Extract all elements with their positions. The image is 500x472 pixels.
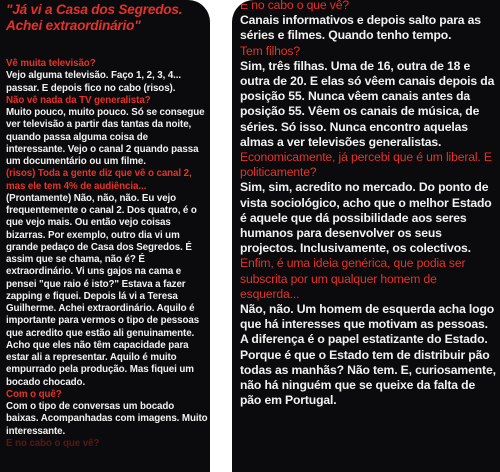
interview-question: Vê muita televisão? (6, 58, 96, 69)
right-interview-column (240, 0, 496, 408)
interview-answer: (Prontamente) Não, não, não. Eu vejo frequentemente o canal 2. Dos quatro, é o que vejo mais. Ou então vejo coisas bizarras. Por exemplo, outro dia vi um grande pedaço de Casa dos Segredos. É assim que se chama, não é? É extraordinário. Vi uns gajos na cama e pensei "que raio é isto?" Estava a fazer zapping e fiquei. Depois lá vi a Teresa Guilherme. Achei extraordinário. Aquilo é importante para vermos o tipo de pessoas que acredito que estão ali genuinamente. Acho que eles não têm capacidade para estar ali a representar. Aquilo é muito empurrado pela produção. Mas fiquei um bocado chocado. (6, 192, 200, 388)
left-interview-column (6, 58, 208, 450)
interview-answer: Não, não. Um homem de esquerda acha logo que há interesses que motivam as pessoas. A diferença é o papel estatizante do Estado. Porque é que o Estado tem de distribuir pão todas as manhãs? Não tem. E, curiosamente, não há ninguém que se queixe da falta de pão em Portugal. (240, 302, 496, 408)
right-article-panel (232, 0, 500, 472)
interview-answer: Sim, sim, acredito no mercado. Do ponto de vista sociológico, acho que o melhor Estado é aquele que dá possibilidade aos seres humanos para desenvolver os seus projectos. Inclusivamente, os colectivos. (240, 180, 492, 256)
interview-answer: Canais informativos e depois salto para as séries e filmes. Quando tenho tempo. (240, 13, 481, 43)
interview-question: E no cabo o que vê? (240, 0, 349, 12)
interview-answer: Muito pouco, muito pouco. Só se consegue ver televisão a partir das tantas da noite, quando passa alguma coisa de interessante. Vejo o canal 2 quando passa um documentário ou um filme. (6, 107, 205, 167)
interview-question: (risos) Toda a gente diz que vê o canal 2, mas ele tem 4% de audiência... (6, 168, 192, 192)
left-article-panel (0, 0, 210, 472)
interview-question: Não vê nada da TV generalista? (6, 94, 151, 106)
interview-answer: Com o tipo de conversas um bocado baixas. Acompanhadas com imagens. Muito interessante. (6, 401, 208, 437)
interview-answer: Sim, três filhas. Uma de 16, outra de 18 e outra de 20. E elas só vêem canais depois da posição 55. Nunca vêem canais antes da posição 55. Vêem os canais de música, de séries. Só isso. Nunca encontro aquelas almas a ver televisões generalistas. (240, 58, 495, 149)
interview-question-cutoff: E no cabo o que vê? (6, 437, 100, 449)
interview-answer: Vejo alguma televisão. Faço 1, 2, 3, 4... passar. E depois fico no cabo (risos). (6, 70, 182, 94)
interview-question: Enfim, é uma ideia genérica, que podia ser subscrita por um qualquer homem de esquerda... (240, 256, 466, 301)
headline: "Já vi a Casa dos Segredos. Achei extraordinário" (6, 2, 183, 33)
interview-question: Economicamente, já percebi que é um liberal. E politicamente? (240, 150, 492, 180)
interview-question: Com o quê? (6, 388, 62, 400)
interview-question: Tem filhos? (240, 43, 300, 58)
